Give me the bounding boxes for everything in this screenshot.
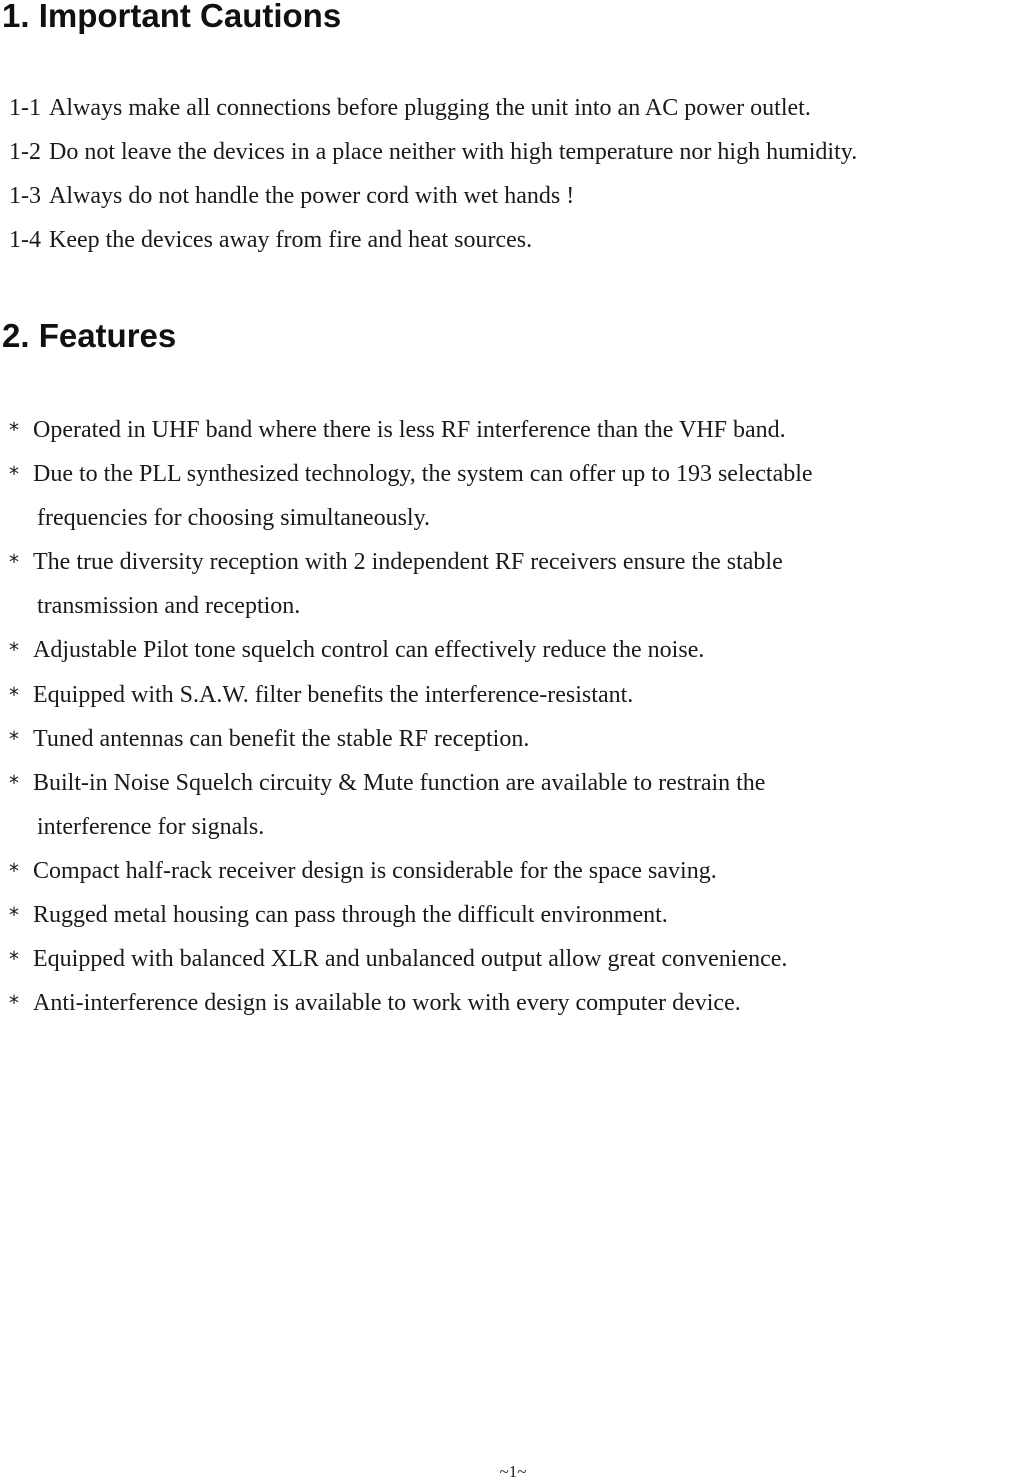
caution-number: 1-4 xyxy=(9,227,41,253)
feature-text: Due to the PLL synthesized technology, the system can offer up to 193 selectable xyxy=(33,461,813,488)
feature-item xyxy=(9,452,1019,540)
section-title-features: 2. Features xyxy=(2,317,177,354)
feature-item xyxy=(9,981,1019,1025)
caution-number: 1-2 xyxy=(9,139,41,165)
feature-item xyxy=(9,761,1019,849)
feature-text: Built-in Noise Squelch circuity & Mute function are available to restrain the xyxy=(33,769,766,796)
bullet-asterisk: * xyxy=(9,418,19,442)
feature-item xyxy=(9,937,1019,981)
bullet-asterisk: * xyxy=(9,991,19,1016)
caution-number: 1-1 xyxy=(9,95,41,121)
feature-item xyxy=(9,408,1019,452)
caution-item xyxy=(9,218,857,262)
feature-text-continued: interference for signals. xyxy=(37,813,265,840)
feature-text-continued: frequencies for choosing simultaneously. xyxy=(37,505,431,532)
feature-item xyxy=(9,893,1019,937)
feature-text: Anti-interference design is available to work with every computer device. xyxy=(33,990,741,1017)
bullet-asterisk: * xyxy=(9,947,19,972)
feature-text: Adjustable Pilot tone squelch control can effectively reduce the noise. xyxy=(33,637,705,664)
feature-item xyxy=(9,717,1019,761)
caution-text: Do not leave the devices in a place neither with high temperature nor high humidity. xyxy=(49,139,858,165)
feature-text: Equipped with S.A.W. filter benefits the interference-resistant. xyxy=(33,681,634,708)
bullet-asterisk: * xyxy=(9,858,19,883)
feature-text: The true diversity reception with 2 independent RF receivers ensure the stable xyxy=(33,549,783,576)
caution-number: 1-3 xyxy=(9,183,41,209)
features-list xyxy=(9,408,1019,1025)
caution-text: Always do not handle the power cord with wet hands ! xyxy=(49,183,575,209)
feature-text: Tuned antennas can benefit the stable RF reception. xyxy=(33,725,530,752)
bullet-asterisk: * xyxy=(9,726,19,751)
caution-item xyxy=(9,130,857,174)
feature-item xyxy=(9,540,1019,628)
bullet-asterisk: * xyxy=(9,638,19,663)
feature-text: Rugged metal housing can pass through the difficult environment. xyxy=(33,902,668,929)
caution-text: Keep the devices away from fire and heat sources. xyxy=(49,227,533,253)
feature-text: Compact half-rack receiver design is considerable for the space saving. xyxy=(33,857,717,884)
bullet-asterisk: * xyxy=(9,682,19,707)
cautions-list xyxy=(9,86,857,262)
page-number: ~1~ xyxy=(499,1462,527,1481)
caution-text: Always make all connections before plugging the unit into an AC power outlet. xyxy=(49,95,811,121)
feature-text: Equipped with balanced XLR and unbalanced output allow great convenience. xyxy=(33,946,788,973)
feature-item xyxy=(9,849,1019,893)
feature-item xyxy=(9,628,1019,672)
feature-text-continued: transmission and reception. xyxy=(37,593,301,620)
feature-text: Operated in UHF band where there is less RF interference than the VHF band. xyxy=(33,417,786,443)
bullet-asterisk: * xyxy=(9,770,19,795)
caution-item xyxy=(9,86,857,130)
caution-item xyxy=(9,174,857,218)
bullet-asterisk: * xyxy=(9,903,19,928)
section-title-important-cautions: 1. Important Cautions xyxy=(2,0,342,34)
bullet-asterisk: * xyxy=(9,550,19,575)
bullet-asterisk: * xyxy=(9,462,19,487)
feature-item xyxy=(9,673,1019,717)
